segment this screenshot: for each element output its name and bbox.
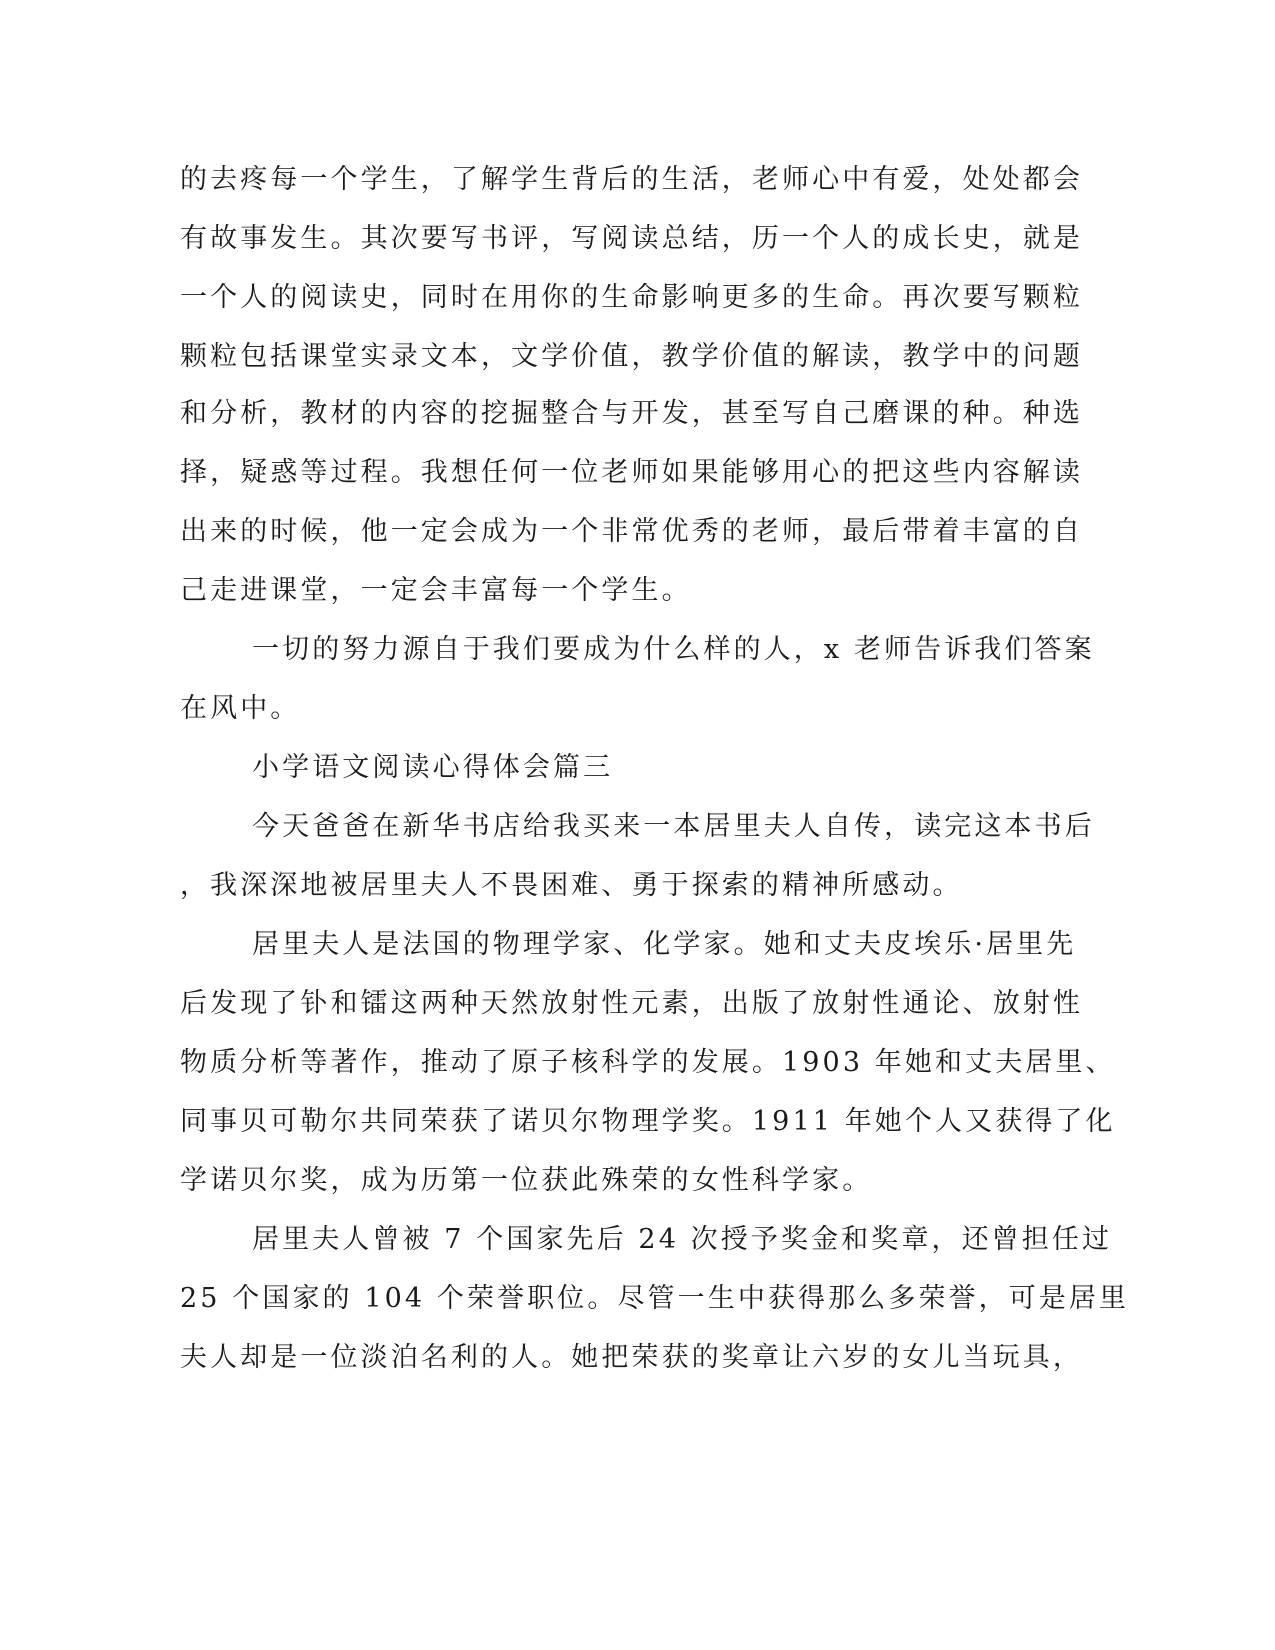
text-line: 颗粒包括课堂实录文本，文学价值，教学价值的解读，教学中的问题 [180,341,1083,372]
text-line: 的去疼每一个学生，了解学生背后的生活，老师心中有爱，处处都会 [180,164,1083,195]
text-line: 出来的时候，他一定会成为一个非常优秀的老师，最后带着丰富的自 [180,516,1083,547]
text-line: 和分析，教材的内容的挖掘整合与开发，甚至写自己磨课的种。种选 [180,398,1083,429]
text-line: 在风中。 [180,693,301,724]
text-line: 居里夫人曾被 7 个国家先后 24 次授予奖金和奖章，还曾担任过 [252,1224,1113,1255]
text-line: 居里夫人是法国的物理学家、化学家。她和丈夫皮埃乐·居里先 [252,929,1077,960]
text-line: 择，疑惑等过程。我想任何一位老师如果能够用心的把这些内容解读 [180,457,1083,488]
section-heading: 小学语文阅读心得体会篇三 [252,752,614,783]
text-line: 有故事发生。其次要写书评，写阅读总结，历一个人的成长史，就是 [180,223,1083,254]
text-line: 一个人的阅读史，同时在用你的生命影响更多的生命。再次要写颗粒 [180,282,1083,313]
text-line: 今天爸爸在新华书店给我买来一本居里夫人自传，读完这本书后 [252,811,1095,842]
text-line: 己走进课堂，一定会丰富每一个学生。 [180,575,692,606]
text-line: 夫人却是一位淡泊名利的人。她把荣获的奖章让六岁的女儿当玩具， [180,1342,1083,1373]
text-line: 25 个国家的 104 个荣誉职位。尽管一生中获得那么多荣誉，可是居里 [180,1283,1130,1314]
text-line: 物质分析等著作，推动了原子核科学的发展。1903 年她和丈夫居里、 [180,1047,1116,1078]
text-line: ，我深深地被居里夫人不畏困难、勇于探索的精神所感动。 [180,870,963,901]
text-line: 后发现了钋和镭这两种天然放射性元素，出版了放射性通论、放射性 [180,988,1083,1019]
text-line: 同事贝可勒尔共同荣获了诺贝尔物理学奖。1911 年她个人又获得了化 [180,1106,1116,1137]
text-line: 一切的努力源自于我们要成为什么样的人，x 老师告诉我们答案 [252,634,1095,665]
text-line: 学诺贝尔奖，成为历第一位获此殊荣的女性科学家。 [180,1165,873,1196]
